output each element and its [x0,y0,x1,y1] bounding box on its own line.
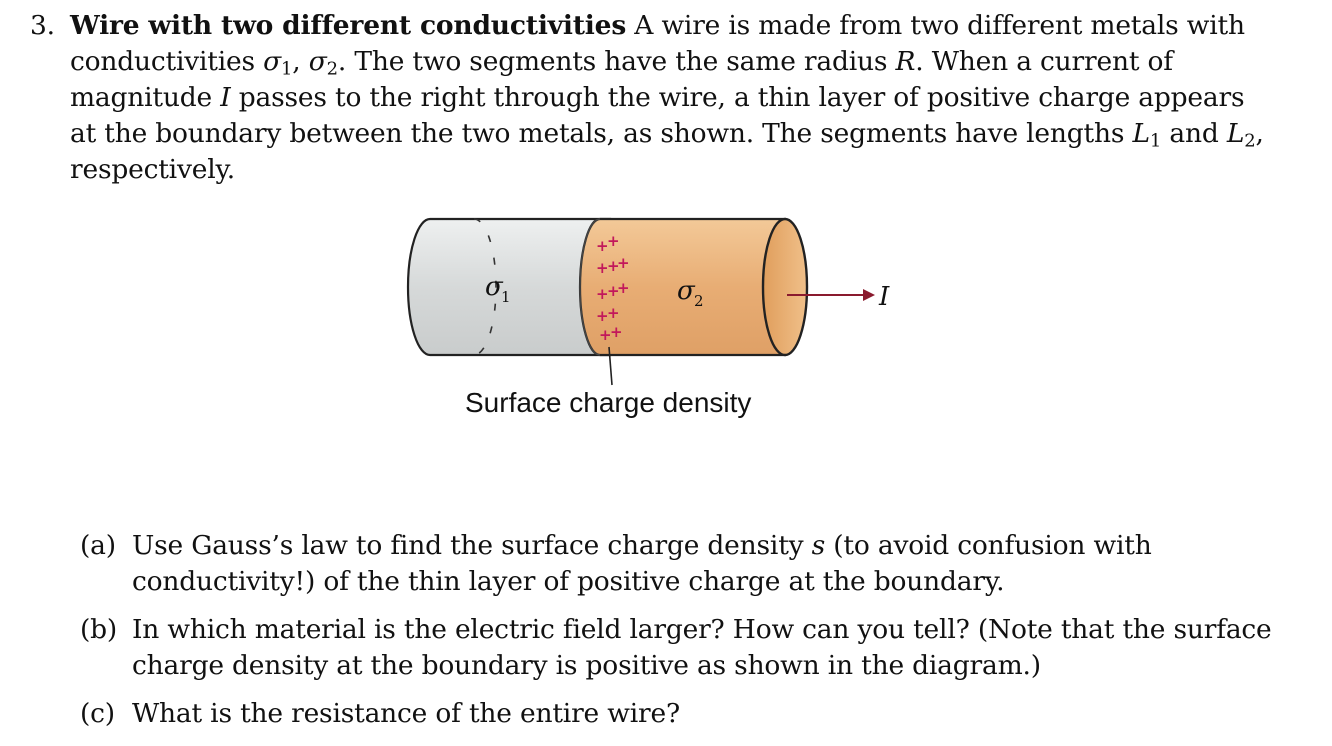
problem-title: Wire with two different conductivities [70,10,627,41]
sigma-1-subscript: 1 [501,288,511,306]
plus-1: + [596,237,609,255]
problem-number: 3. [30,10,55,41]
sigma-symbol: σ [263,46,282,77]
s-symbol: s [811,530,826,561]
plus-10: + [607,304,620,322]
wire-diagram-svg [395,205,915,435]
plus-9: + [596,307,609,325]
part-c [80,696,1280,732]
plus-6: + [596,285,609,303]
length-symbol-2: L [1226,118,1245,149]
part-a-text-2: (to avoid confusion with conductivity!) of the thin layer of positive charge at the boundary. [132,530,1152,597]
metal-2-end-cap [763,219,807,355]
sigma-1-label: σ [485,272,503,302]
part-b-label: (b) [80,614,118,645]
plus-8: + [617,279,630,297]
current-arrow-head [863,289,875,301]
problem-statement [30,8,1270,188]
length-sub-2: 2 [1244,130,1256,152]
comma: , [292,46,309,77]
figure-caption: Surface charge density [465,387,752,418]
part-a [80,528,1280,600]
text-p1: A wire is made from two different metals with conductivities [70,10,1245,77]
part-a-text-1: Use Gauss’s law to find the surface charge density [132,530,812,561]
current-symbol: I [220,82,231,113]
part-a-label: (a) [80,530,116,561]
plus-2: + [607,232,620,250]
text-p5: , respectively. [70,118,1264,185]
problem-body [70,8,1270,188]
part-b-text: In which material is the electric field larger? How can you tell? (Note that the surface charge density at the boundary is positive as shown in the diagram.) [132,614,1272,681]
part-c-label: (c) [80,698,115,729]
plus-7: + [607,282,620,300]
current-label: I [879,282,890,312]
text-p4: passes to the right through the wire, a thin layer of positive charge appears at the boundary between the two metals, as shown. The segments have lengths [70,82,1245,149]
plus-5: + [617,254,630,272]
plus-11: + [599,326,612,344]
length-symbol-1: L [1132,118,1150,149]
text-p3: . When a current of magnitude [70,46,1173,113]
wire-diagram [395,205,915,435]
sigma-symbol-2: σ [308,46,327,77]
and-word: and [1161,118,1227,149]
part-c-text: What is the resistance of the entire wire? [132,698,680,729]
radius-symbol: R [895,46,916,77]
plus-3: + [596,259,609,277]
sigma-sub-1: 1 [281,58,293,80]
plus-4: + [607,257,620,275]
length-sub-1: 1 [1149,130,1162,152]
part-b [80,612,1280,684]
sigma-sub-2: 2 [326,58,338,80]
sub-questions [80,528,1280,744]
sigma-2-label: σ [677,276,695,306]
text-p2: . The two segments have the same radius [337,46,896,77]
plus-12: + [610,323,623,341]
sigma-2-subscript: 2 [694,292,704,310]
